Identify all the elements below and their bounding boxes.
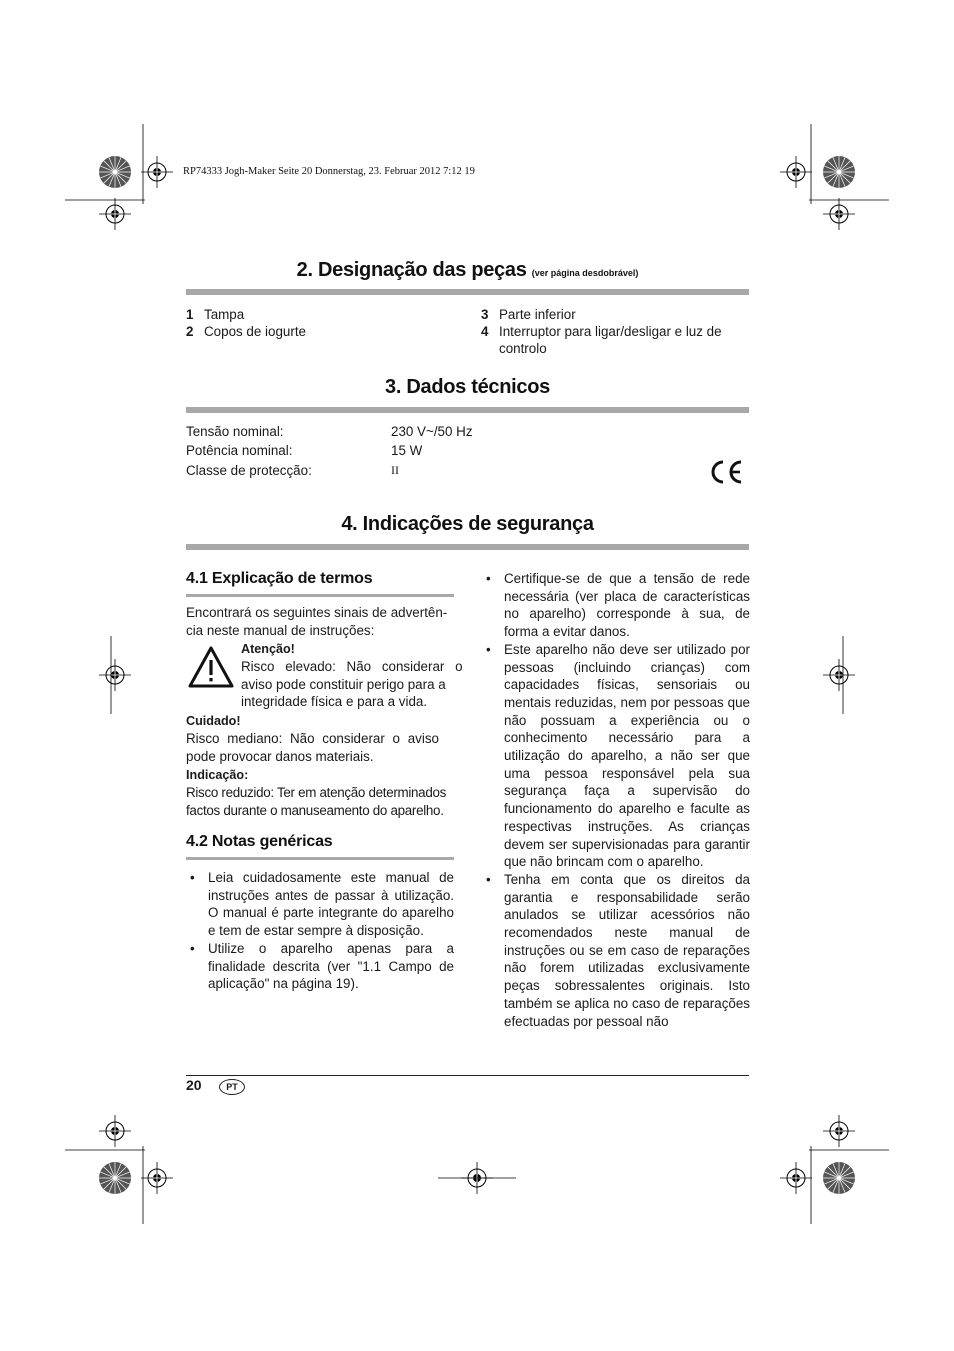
- safety-notes-list: [482, 570, 750, 1030]
- section-2-title: [186, 259, 749, 282]
- section-2-subtitle: (ver página desdobrável): [531, 268, 639, 278]
- part-item-3: [481, 306, 576, 323]
- section-4-title: 4. Indicações de segurança: [341, 513, 594, 535]
- section-2-rule: [186, 289, 749, 295]
- part-item-2: [186, 323, 306, 340]
- spec-value: 230 V~/50 Hz: [391, 424, 473, 439]
- cuidado-line: pode provocar danos materiais.: [186, 748, 374, 764]
- part-item-4: [481, 323, 722, 357]
- list-item: • Utilize o aparelho apenas para a finalidade descrita (ver "1.1 Campo de aplicação" na página 19).: [186, 940, 454, 993]
- intro-line: cia neste manual de instruções:: [186, 622, 375, 638]
- part-label: Copos de iogurte: [204, 324, 306, 339]
- indicacao-line: Risco reduzido: Ter em atenção determinados: [186, 785, 447, 800]
- part-number: 4: [481, 324, 489, 339]
- page-number: 20: [186, 1077, 202, 1093]
- terms-intro: [186, 604, 454, 639]
- subsection-4-2-rule: [186, 857, 454, 860]
- atencao-block: [241, 641, 463, 711]
- part-item-1: [186, 306, 244, 323]
- indicacao-block: [186, 767, 454, 819]
- cuidado-line: Risco mediano: Não considerar o aviso: [186, 731, 439, 746]
- language-badge: PT: [219, 1079, 245, 1095]
- spec-label: Tensão nominal:: [186, 424, 284, 439]
- indicacao-label: Indicação:: [186, 768, 249, 782]
- part-number: 2: [186, 324, 194, 339]
- section-3-title: 3. Dados técnicos: [385, 376, 550, 398]
- atencao-line: integridade física e para a vida.: [241, 694, 428, 710]
- part-number: 1: [186, 307, 194, 322]
- atencao-line: aviso pode constituir perigo para a: [241, 676, 446, 692]
- warning-triangle-icon: [187, 645, 235, 689]
- subsection-4-2-title: 4.2 Notas genéricas: [186, 833, 333, 850]
- list-item: • Leia cuidadosamente este manual de instruções antes de passar à utilização. O manual é parte integrante do aparelho e tem de estar sempre à disposição.: [186, 869, 454, 940]
- subsection-4-1-title: 4.1 Explicação de termos: [186, 570, 373, 587]
- subsection-4-1-rule: [186, 594, 454, 597]
- ce-mark-icon: [708, 458, 744, 486]
- footer-rule: [186, 1075, 749, 1076]
- part-label-continued: controlo: [499, 341, 547, 356]
- part-label: Tampa: [204, 307, 245, 322]
- spec-value: II: [391, 463, 399, 477]
- atencao-label: Atenção!: [241, 642, 295, 656]
- list-item: • Este aparelho não deve ser utilizado por pessoas (incluindo crianças) com capacidades físicas, sensoriais ou mentais reduzidas, nem por pessoas que não possuam a experiência ou o conhecimento necessário para a utilização do aparelho, a não ser que uma pessoa responsável pela sua segurança faça a supervisão do funcionamento do aparelho e faculte as respectivas instruções. As crianças devem ser supervisionadas para garantir que não brincam com o aparelho.: [482, 641, 750, 871]
- intro-line: Encontrará os seguintes sinais de advertên-: [186, 605, 448, 620]
- spec-label: Potência nominal:: [186, 443, 293, 458]
- spec-label: Classe de protecção:: [186, 463, 312, 478]
- cuidado-text: [186, 730, 454, 765]
- print-header: RP74333 Jogh-Maker Seite 20 Donnerstag, 23. Februar 2012 7:12 19: [183, 166, 475, 177]
- list-item: • Certifique-se de que a tensão de rede necessária (ver placa de características no aparelho) corresponde à sua, de forma a evitar danos.: [482, 570, 750, 641]
- part-label: Parte inferior: [499, 307, 576, 322]
- cuidado-label: Cuidado!: [186, 714, 241, 728]
- indicacao-text: [186, 784, 454, 819]
- atencao-text: [241, 658, 463, 711]
- atencao-line: Risco elevado: Não considerar o: [241, 659, 463, 674]
- section-4-rule: [186, 544, 749, 550]
- part-label: Interruptor para ligar/desligar e luz de: [499, 324, 722, 339]
- part-number: 3: [481, 307, 489, 322]
- indicacao-line: factos durante o manuseamento do aparelho.: [186, 802, 444, 818]
- spec-value: 15 W: [391, 443, 423, 458]
- section-2-title-text: 2. Designação das peças: [296, 259, 527, 281]
- section-3-rule: [186, 407, 749, 413]
- general-notes-list: [186, 869, 454, 993]
- cuidado-block: [186, 713, 454, 765]
- list-item: • Tenha em conta que os direitos da garantia e responsabilidade serão anulados se utilizar acessórios não recomendados neste manual de instruções ou se em caso de reparações não forem utilizadas exclusivamente peças sobressalentes originais. Isto também se aplica no caso de reparações efectuadas por pessoal não: [482, 871, 750, 1030]
